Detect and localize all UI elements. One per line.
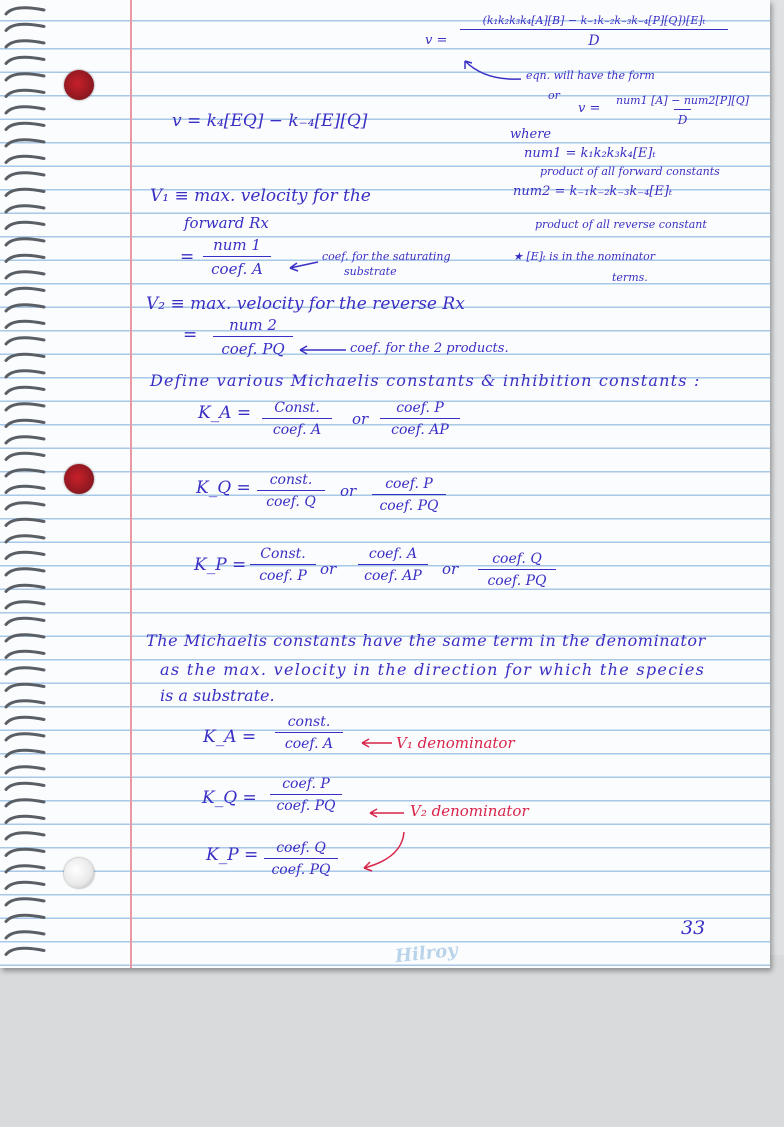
v1-note: coef. for the saturating (322, 250, 451, 263)
spiral-coil (6, 90, 44, 96)
kp-numerator-2: coef. A (368, 546, 418, 562)
spiral-coil (6, 24, 44, 30)
num2-definition: num2 = k₋₁k₋₂k₋₃k₋₄[E]ₜ (513, 184, 673, 199)
summary-kq-fraction (270, 776, 342, 814)
spiral-coil (6, 833, 44, 839)
spiral-coil (6, 915, 44, 921)
spiral-coil (6, 651, 44, 657)
kp-fraction-3 (478, 551, 556, 589)
num2-note: product of all reverse constant (535, 218, 707, 231)
summary-ka-note: V₁ denominator (396, 734, 515, 752)
v1-equals: = (180, 247, 195, 267)
kp-fraction (250, 546, 316, 584)
v-full-numerator: (k₁k₂k₃k₄[A][B] − k₋₁k₋₂k₋₃k₋₄[P][Q])[E]ₜ (482, 14, 706, 27)
v2-fraction (213, 316, 293, 358)
spiral-coil (6, 701, 44, 707)
background-surface (0, 955, 784, 1127)
curved-arrow-icon (455, 55, 525, 85)
spiral-coil (6, 354, 44, 360)
kq-denominator: coef. Q (257, 490, 325, 510)
punch-hole-red (64, 70, 94, 100)
spiral-coil (6, 173, 44, 179)
spiral-coil (6, 800, 44, 806)
spiral-coil (6, 767, 44, 773)
spiral-coil (6, 717, 44, 723)
v2-denominator: coef. PQ (213, 336, 293, 358)
ka-numerator-2: coef. P (396, 400, 444, 416)
spiral-coil (6, 552, 44, 558)
left-arrow-icon (366, 807, 406, 819)
v2-equals: = (183, 325, 198, 345)
kp-numerator-3: coef. Q (492, 551, 542, 567)
spiral-binding (4, 0, 50, 968)
punch-hole-white (64, 858, 94, 888)
spiral-coil (6, 338, 44, 344)
summary-ka-denominator: coef. A (275, 732, 343, 752)
spiral-coil (6, 948, 44, 954)
kp-or: or (320, 560, 337, 578)
kp-label: K_P = (194, 555, 247, 575)
spiral-coil (6, 866, 44, 872)
kp-denominator-2: coef. AP (358, 564, 428, 584)
v1-numerator: num 1 (213, 236, 261, 254)
punch-hole-red (64, 464, 94, 494)
spiral-coil (6, 239, 44, 245)
spiral-coil (6, 140, 44, 146)
ka-or: or (352, 410, 369, 428)
kq-fraction-2 (372, 476, 446, 514)
kq-numerator: const. (269, 472, 313, 488)
spiral-coil (6, 123, 44, 129)
paragraph-line-1: The Michaelis constants have the same term in the denominator (146, 631, 706, 650)
spiral-coil (6, 486, 44, 492)
spiral-coil (6, 206, 44, 212)
spiral-coil (6, 503, 44, 509)
v1-definition-cont: forward Rx (184, 214, 269, 232)
spiral-coil (6, 734, 44, 740)
kq-denominator-2: coef. PQ (372, 494, 446, 514)
spiral-coil (6, 189, 44, 195)
summary-kq-label: K_Q = (202, 788, 257, 808)
spiral-coil (6, 222, 44, 228)
alt-v-numerator: num1 [A] − num2[P][Q] (616, 94, 750, 107)
rate-equation: v = k₄[EQ] − k₋₄[E][Q] (172, 111, 368, 131)
v-full-denominator: D (460, 29, 728, 49)
kq-or: or (340, 482, 357, 500)
kq-fraction (257, 472, 325, 510)
spiral-coil (6, 41, 44, 47)
v1-note-cont: substrate (344, 265, 397, 278)
v2-numerator: num 2 (229, 316, 277, 334)
kq-label: K_Q = (196, 478, 251, 498)
margin-line (130, 0, 132, 968)
spiral-coil (6, 536, 44, 542)
ka-numerator: Const. (274, 400, 320, 416)
spiral-coil (6, 882, 44, 888)
star-note-cont: terms. (612, 271, 648, 284)
curved-arrow-icon (340, 828, 410, 876)
spiral-coil (6, 668, 44, 674)
spiral-coil (6, 305, 44, 311)
kp-denominator-3: coef. PQ (478, 569, 556, 589)
summary-ka-fraction (275, 714, 343, 752)
v-label: v = (425, 33, 448, 48)
spiral-coil (6, 519, 44, 525)
left-arrow-icon (358, 737, 394, 749)
spiral-coil (6, 816, 44, 822)
num1-note: product of all forward constants (540, 165, 720, 178)
spiral-coil (6, 750, 44, 756)
spiral-coil (6, 371, 44, 377)
kq-numerator-2: coef. P (385, 476, 433, 492)
v1-fraction (203, 236, 271, 278)
where-label: where (510, 127, 552, 142)
alt-v-denominator: D (674, 109, 692, 127)
num1-definition: num1 = k₁k₂k₃k₄[E]ₜ (524, 146, 656, 161)
summary-kp-numerator: coef. Q (276, 840, 326, 856)
spiral-coil (6, 288, 44, 294)
define-line: Define various Michaelis constants & inhibition constants : (150, 371, 701, 390)
star-note: ★ [E]ₜ is in the nominator (513, 250, 656, 263)
v1-denominator: coef. A (203, 256, 271, 278)
spiral-coil (6, 569, 44, 575)
spiral-coil (6, 420, 44, 426)
spiral-coil (6, 899, 44, 905)
spiral-coil (6, 783, 44, 789)
spiral-coil (6, 684, 44, 690)
v2-definition: V₂ ≡ max. velocity for the reverse Rx (146, 294, 465, 314)
summary-ka-label: K_A = (203, 727, 257, 747)
spiral-coil (6, 57, 44, 63)
left-arrow-icon (286, 258, 320, 272)
brand-logo: Hilroy (394, 939, 459, 968)
ka-denominator: coef. A (262, 418, 332, 438)
spiral-coil (6, 321, 44, 327)
spiral-coil (6, 255, 44, 261)
spiral-coil (6, 635, 44, 641)
spiral-coil (6, 404, 44, 410)
page-number: 33 (681, 917, 706, 939)
kp-fraction-2 (358, 546, 428, 584)
spiral-coil (6, 437, 44, 443)
spiral-coil (6, 602, 44, 608)
summary-kp-fraction (264, 840, 338, 878)
summary-kq-numerator: coef. P (282, 776, 330, 792)
or-label: or (548, 89, 560, 102)
spiral-coil (6, 470, 44, 476)
paragraph-line-2: as the max. velocity in the direction for which the species (160, 660, 706, 679)
ka-label: K_A = (198, 403, 252, 423)
summary-kp-label: K_P = (206, 845, 259, 865)
ka-denominator-2: coef. AP (380, 418, 460, 438)
spiral-coil (6, 453, 44, 459)
spiral-coil (6, 387, 44, 393)
summary-kq-note: V₂ denominator (410, 802, 529, 820)
spiral-coil (6, 932, 44, 938)
spiral-coil (6, 272, 44, 278)
kp-numerator: Const. (260, 546, 306, 562)
spiral-coil (6, 618, 44, 624)
kp-or-2: or (442, 560, 459, 578)
alt-v-label: v = (578, 101, 601, 116)
left-arrow-icon (296, 344, 348, 356)
spiral-coil (6, 849, 44, 855)
summary-ka-numerator: const. (287, 714, 331, 730)
v2-note: coef. for the 2 products. (350, 341, 509, 356)
ka-fraction (262, 400, 332, 438)
spiral-coil (6, 74, 44, 80)
summary-kp-denominator: coef. PQ (264, 858, 338, 878)
alt-v-fraction (612, 94, 753, 127)
form-note: eqn. will have the form (526, 69, 655, 82)
kp-denominator: coef. P (250, 564, 316, 584)
spiral-coil (6, 156, 44, 162)
v1-definition: V₁ ≡ max. velocity for the (150, 186, 371, 206)
ka-fraction-2 (380, 400, 460, 438)
summary-kq-denominator: coef. PQ (270, 794, 342, 814)
v-full-fraction (460, 14, 728, 49)
paragraph-line-3: is a substrate. (160, 686, 275, 705)
spiral-coil (6, 107, 44, 113)
spiral-coil (6, 585, 44, 591)
spiral-coil (6, 8, 44, 14)
